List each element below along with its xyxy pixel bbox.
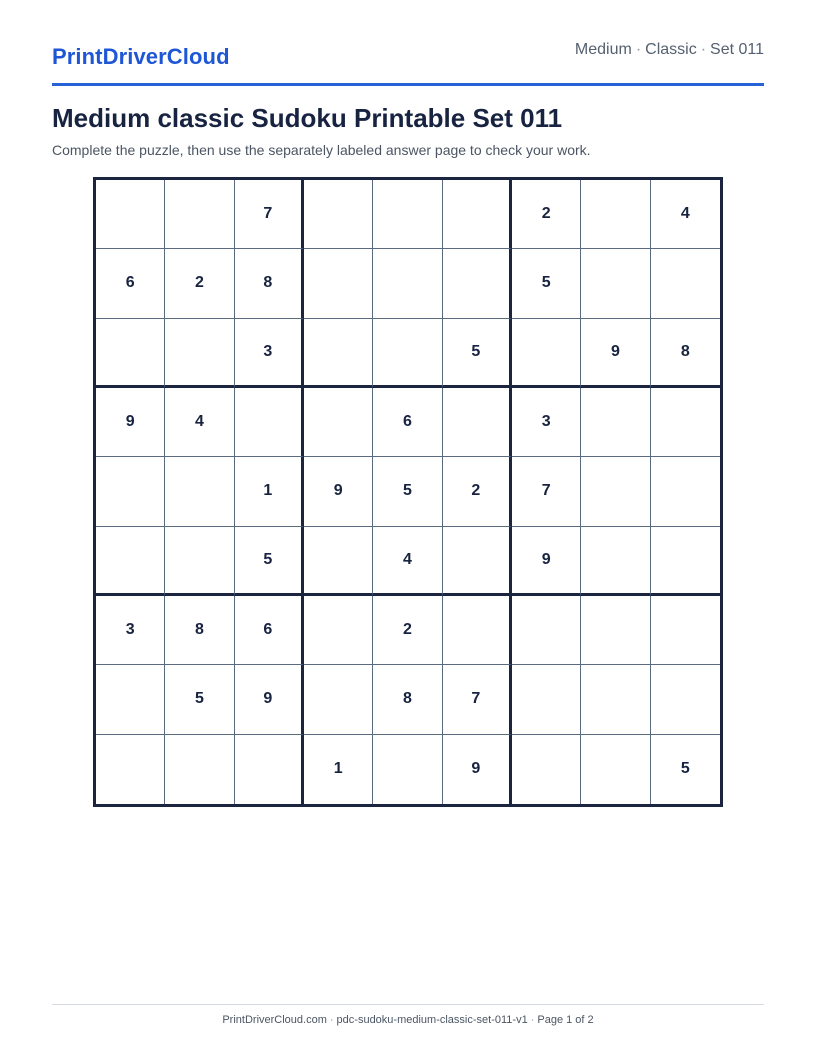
sudoku-given-cell: 5 [680, 760, 690, 778]
sudoku-empty-cell [235, 735, 304, 804]
sudoku-given-cell: 2 [373, 596, 442, 665]
sudoku-given-cell: 6 [96, 249, 165, 318]
sudoku-given-cell: 4 [651, 180, 720, 249]
sudoku-given-cell: 2 [165, 249, 234, 318]
sudoku-empty-cell [235, 388, 304, 457]
sudoku-empty-cell [581, 180, 650, 249]
sudoku-empty-cell [651, 249, 720, 318]
puzzle-meta [575, 41, 764, 59]
meta-set: Set 011 [710, 41, 764, 58]
meta-difficulty: Medium [574, 41, 632, 58]
sudoku-given-cell: 8 [165, 596, 234, 665]
sudoku-empty-cell [96, 527, 165, 596]
sudoku-empty-cell [304, 249, 373, 318]
sudoku-empty-cell [443, 249, 512, 318]
sudoku-empty-cell [373, 735, 442, 804]
sudoku-given-cell: 7 [443, 665, 512, 734]
sudoku-empty-cell [165, 735, 234, 804]
sudoku-given-cell: 4 [165, 388, 234, 457]
meta-separator: · [700, 41, 707, 58]
sudoku-empty-cell [581, 735, 650, 804]
footer-code: pdc-sudoku-medium-classic-set-011-v1 [336, 1014, 528, 1026]
printable-page [52, 0, 764, 1056]
sudoku-empty-cell [304, 180, 373, 249]
sudoku-given-cell: 5 [165, 665, 234, 734]
sudoku-empty-cell [96, 319, 165, 388]
sudoku-empty-cell [581, 457, 650, 526]
page-title: Medium classic Sudoku Printable Set 011 [52, 103, 563, 133]
sudoku-empty-cell [651, 665, 720, 734]
sudoku-empty-cell [581, 249, 650, 318]
page-instructions: Complete the puzzle, then use the separately labeled answer page to check your work. [52, 142, 591, 158]
footer-separator: · [530, 1014, 535, 1026]
sudoku-empty-cell [304, 319, 373, 388]
page-header [52, 0, 764, 86]
sudoku-empty-cell [651, 527, 720, 596]
sudoku-given-cell: 1 [235, 457, 304, 526]
sudoku-given-cell: 8 [235, 249, 304, 318]
sudoku-empty-cell [165, 319, 234, 388]
meta-separator: · [635, 41, 642, 58]
sudoku-empty-cell [373, 249, 442, 318]
sudoku-empty-cell [512, 665, 581, 734]
sudoku-empty-cell [165, 180, 234, 249]
sudoku-empty-cell [443, 596, 512, 665]
sudoku-given-cell: 9 [235, 665, 304, 734]
sudoku-given-cell: 9 [581, 319, 650, 388]
sudoku-given-cell: 7 [235, 180, 304, 249]
sudoku-given-cell: 3 [235, 319, 304, 388]
sudoku-given-cell: 9 [512, 527, 581, 596]
sudoku-empty-cell [96, 735, 165, 804]
sudoku-empty-cell [581, 596, 650, 665]
sudoku-empty-cell [581, 388, 650, 457]
sudoku-empty-cell [581, 527, 650, 596]
sudoku-empty-cell [304, 596, 373, 665]
sudoku-given-cell: 9 [443, 735, 512, 804]
sudoku-empty-cell [512, 735, 581, 804]
sudoku-empty-cell [651, 457, 720, 526]
sudoku-empty-cell [373, 319, 442, 388]
sudoku-given-cell: 3 [96, 596, 165, 665]
sudoku-given-cell: 9 [96, 388, 165, 457]
sudoku-empty-cell [443, 388, 512, 457]
sudoku-given-cell: 8 [651, 319, 720, 388]
sudoku-empty-cell [651, 388, 720, 457]
sudoku-given-cell: 2 [443, 457, 512, 526]
sudoku-empty-cell [443, 180, 512, 249]
sudoku-empty-cell [304, 665, 373, 734]
sudoku-empty-cell [304, 527, 373, 596]
sudoku-empty-cell [512, 319, 581, 388]
sudoku-empty-cell [165, 527, 234, 596]
sudoku-given-cell: 6 [373, 388, 442, 457]
sudoku-empty-cell [651, 596, 720, 665]
sudoku-empty-cell [304, 388, 373, 457]
sudoku-given-cell: 5 [512, 249, 581, 318]
sudoku-empty-cell [165, 457, 234, 526]
page-footer [52, 1014, 764, 1026]
sudoku-given-cell: 1 [304, 735, 373, 804]
sudoku-empty-cell [512, 596, 581, 665]
sudoku-empty-cell [581, 665, 650, 734]
sudoku-given-cell: 7 [512, 457, 581, 526]
brand-logo-text[interactable]: PrintDriverCloud [52, 44, 230, 69]
sudoku-given-cell: 5 [443, 319, 512, 388]
sudoku-grid [93, 177, 723, 807]
sudoku-empty-cell [96, 457, 165, 526]
footer-divider [52, 1004, 764, 1005]
sudoku-empty-cell [373, 180, 442, 249]
sudoku-given-cell: 5 [373, 457, 442, 526]
sudoku-given-cell: 3 [512, 388, 581, 457]
sudoku-given-cell: 8 [373, 665, 442, 734]
sudoku-given-cell: 5 [235, 527, 304, 596]
sudoku-given-cell: 2 [512, 180, 581, 249]
sudoku-empty-cell [443, 527, 512, 596]
footer-page-number: Page 1 of 2 [537, 1014, 594, 1026]
sudoku-given-cell: 6 [235, 596, 304, 665]
footer-separator: · [329, 1014, 334, 1026]
sudoku-given-cell: 9 [304, 457, 373, 526]
sudoku-given-cell: 4 [373, 527, 442, 596]
footer-site: PrintDriverCloud.com [222, 1014, 327, 1026]
sudoku-empty-cell [96, 665, 165, 734]
meta-style: Classic [645, 41, 697, 58]
sudoku-empty-cell [96, 180, 165, 249]
